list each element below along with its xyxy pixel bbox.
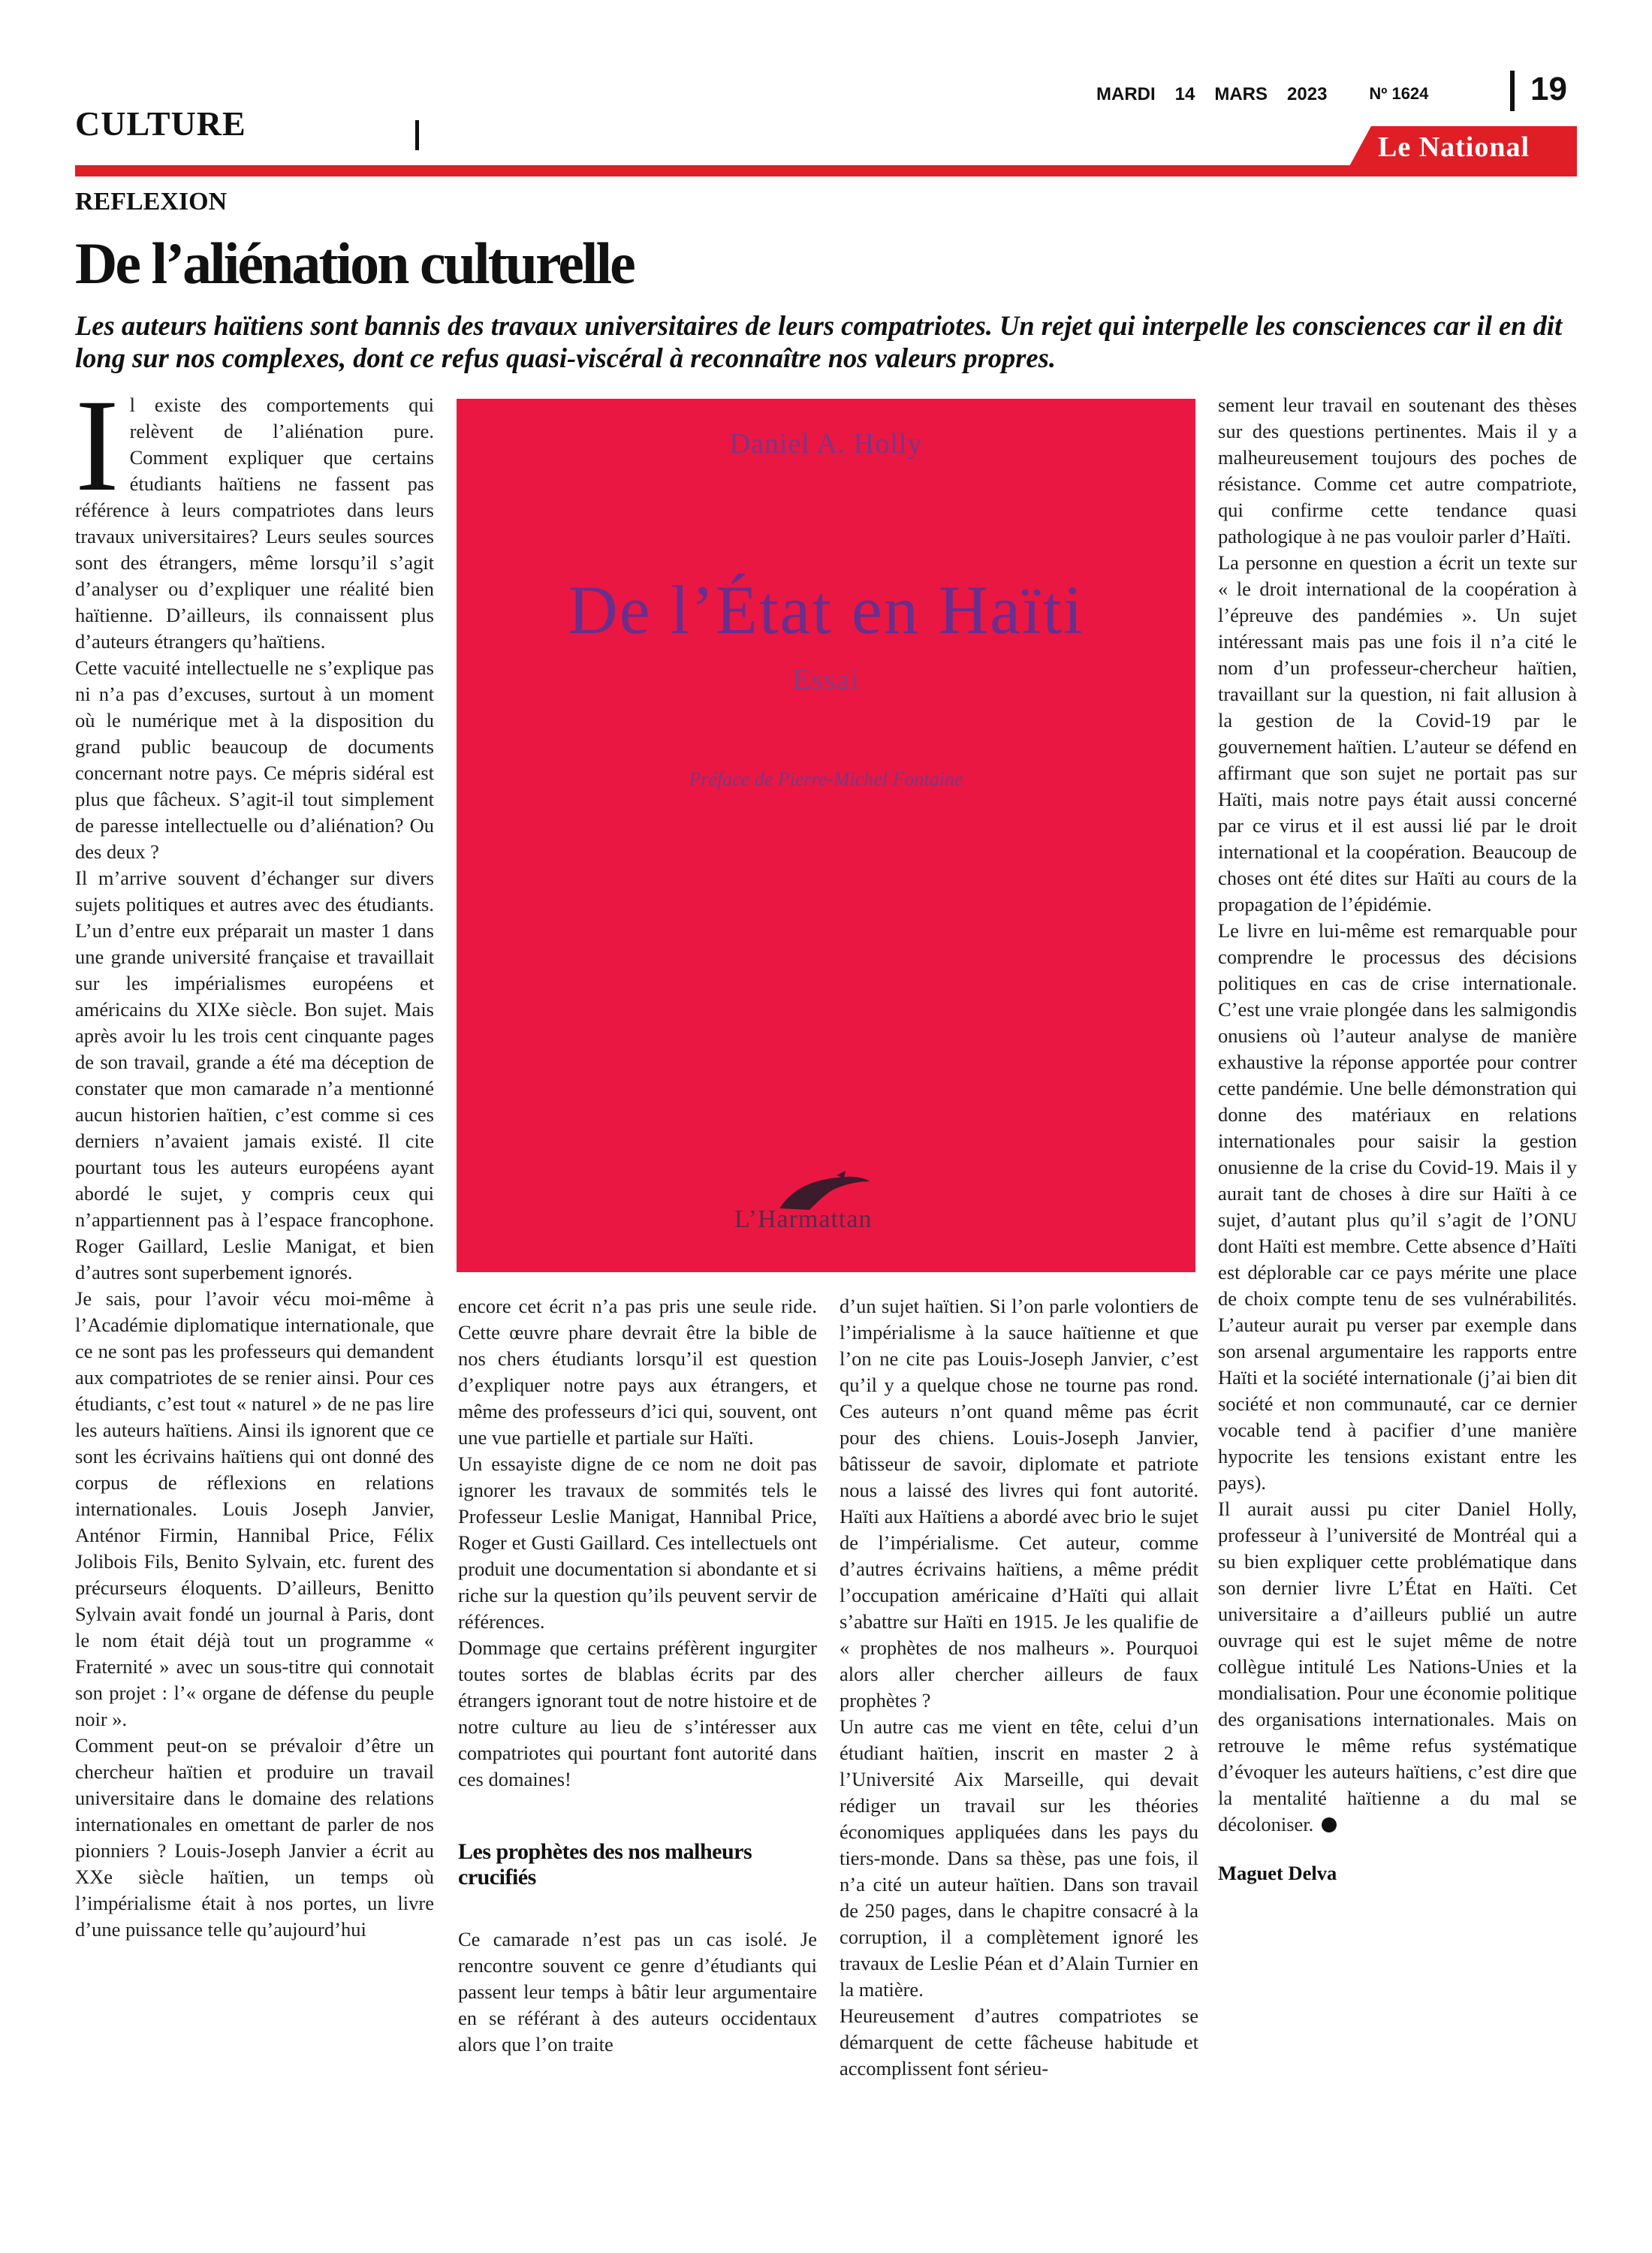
section-name: CULTURE bbox=[75, 104, 246, 143]
paragraph: sement leur travail en soutenant des thèses sur des questions pertinentes. Mais il y a malheureusement toujours des poches de résistance. Comme cet autre compatriote, qui confirme cette tendance quasi pathologique à ne pas vouloir parler d’Haïti. bbox=[1218, 394, 1577, 547]
paragraph: encore cet écrit n’a pas pris une seule ride. Cette œuvre phare devrait être la bible de nos chers étudiants lorsqu’il est question d’expliquer notre pays aux étrangers, et même des professeurs d’ici qui, souvent, ont une vue partielle et partiale sur Haïti. bbox=[458, 1295, 817, 1449]
paragraph: Je sais, pour l’avoir vécu moi-même à l’Académie diplomatique internationale, que ce ne sont pas les professeurs qui demandent aux compatriotes de se renier ainsi. Pour ces étudiants, c’est tout « naturel » de ne pas lire les auteurs haïtiens. Ainsi ils ignorent que ce sont les écrivains haïtiens qui ont donné des corpus de réflexions en relations internationales. Louis Joseph Janvier, Anténor Firmin, Hannibal Price, Félix Jolibois Fils, Benito Sylvain, etc. furent des précurseurs éloquents. D’ailleurs, Benitto Sylvain avait fondé un journal à Paris, dont le nom était déjà tout un programme « Fraternité » avec un sous-titre qui connotait son projet : l’« organe de défense du peuple noir ». bbox=[75, 1287, 434, 1730]
date-weekday: MARDI bbox=[1096, 84, 1156, 104]
dateline bbox=[1096, 84, 1498, 105]
paragraph: Il m’arrive souvent d’échanger sur divers sujets politiques et autres avec des étudiants. L’un d’entre eux préparait un master 1 dans une grande université française et travaillait sur les impérialismes européens et américains du XIXe siècle. Bon sujet. Mais après avoir lu les trois cent cinquante pages de son travail, grande a été ma déception de constater que mon camarade n’a mentionné aucun historien haïtien, c’est comme si ces derniers n’avaient jamais existé. Il cite pourtant tous les auteurs européens ayant abordé le sujet, y compris ceux qui n’appartiennent pas à l’espace francophone. Roger Gaillard, Leslie Manigat, et bien d’autres sont superbement ignorés. bbox=[75, 867, 434, 1283]
paragraph: La personne en question a écrit un texte sur « le droit international de la coopération à l’épreuve des pandémies ». Un sujet intéressant mais pas une fois il n’a cité le nom d’un professeur-chercheur haïtien, travaillant sur la question, ni fait allusion à la gestion de la Covid-19 par le gouvernement haïtien. L’auteur se défend en affirmant que son sujet ne portait pas sur Haïti, mais notre pays était aussi concerné par ce virus et il est aussi lié par le droit international et la coopération. Beaucoup de choses ont été dites sur Haïti au cours de la propagation de l’épidémie. bbox=[1218, 551, 1577, 915]
page-number: 19 bbox=[1530, 71, 1567, 107]
section-divider bbox=[415, 120, 419, 150]
date-year: 2023 bbox=[1287, 84, 1328, 104]
drop-cap: I bbox=[75, 372, 119, 519]
article-column-1 bbox=[75, 372, 434, 1943]
publication-name: Le National bbox=[1378, 131, 1530, 163]
paragraph: d’un sujet haïtien. Si l’on parle volontiers de l’impérialisme à la sauce haïtienne et que l’on ne cite pas Louis-Joseph Janvier, c’est qu’il y a quelque chose ne tourne pas rond. Ces auteurs n’ont quand même pas écrit pour des chiens. Louis-Joseph Janvier, bâtisseur de savoir, diplomate et patriote nous a laissé des livres qui font autorité. Haïti aux Haïtiens a abordé avec brio le sujet de l’impérialisme. Cet auteur, comme d’autres écrivains haïtiens, a même prédit l’occupation américaine d’Haïti qui allait s’abattre sur Haïti en 1915. Je les qualifie de « prophètes de nos malheurs ». Pourquoi alors aller chercher ailleurs de faux prophètes ? bbox=[840, 1295, 1198, 1712]
paragraph: Un essayiste digne de ce nom ne doit pas ignorer les travaux de sommités tels le Professeur Leslie Manigat, Hannibal Price, Roger et Gusti Gaillard. Ces intellectuels ont produit une documentation si abondante et si riche sur la question qu’ils peuvent servir de références. bbox=[458, 1452, 817, 1633]
article-column-2 bbox=[458, 1293, 817, 2058]
book-preface: Préface de Pierre-Michel Fontaine bbox=[689, 768, 963, 790]
article-subheading: Les prophètes des nos malheurs crucifiés bbox=[458, 1839, 752, 1890]
paragraph: Cette vacuité intellectuelle ne s’explique pas ni n’a pas d’excuses, surtout à un moment où le numérique met à la disposition du grand public beaucoup de documents concernant notre pays. Ce mépris sidéral est plus que fâcheux. S’agit-il tout simplement de paresse intellectuelle ou d’aliénation? Ou des deux ? bbox=[75, 656, 434, 863]
paragraph: Il aurait aussi pu citer Daniel Holly, professeur à l’université de Montréal qui a su bien expliquer cette problématique dans son dernier livre L’État en Haïti. Cet universitaire a d’ailleurs publié un autre ouvrage qui est le sujet même de notre collègue intitulé Les Nations-Unies et la mondialisation. Pour une économie politique des organisations internationales. Mais on retrouve le même refus systématique d’évoquer les auteurs haïtiens, c’est dire que la mentalité haïtienne a du mal se décoloniser. bbox=[1218, 1497, 1577, 1835]
paragraph: Un autre cas me vient en tête, celui d’un étudiant haïtien, inscrit en master 2 à l’Université Aix Marseille, qui devait rédiger un travail sur les théories économiques appliquées dans les pays du tiers-monde. Dans sa thèse, pas une fois, il n’a cité un auteur haïtien. Dans son travail de 250 pages, dans le chapitre consacré à la corruption, il a complètement ignoré les travaux de Leslie Péan et d’Alain Turnier en la matière. bbox=[840, 1715, 1198, 2001]
article-column-4 bbox=[1218, 392, 1577, 1887]
paragraph: Dommage que certains préfèrent ingurgiter toutes sortes de blablas écrits par des étrangers ignorant tout de notre histoire et de notre culture au lieu de s’intéresser aux compatriotes qui pourtant font autorité dans ces domaines! bbox=[458, 1636, 817, 1790]
end-of-article-icon bbox=[1322, 1817, 1337, 1832]
paragraph: Comment peut-on se prévaloir d’être un chercheur haïtien et produire un travail universitaire dans le domaine des relations internationales en omettant de parler de nos pionniers ? Louis-Joseph Janvier a écrit au XXe siècle haïtien, un temps où l’impérialisme était à nos portes, un livre d’une puissance telle qu’aujourd’hui bbox=[75, 1734, 434, 1941]
article-standfirst: Les auteurs haïtiens sont bannis des travaux universitaires de leurs compatriotes. Un rejet qui interpelle les consciences car il en dit long sur nos complexes, dont ce refus quasi-viscéral à reconnaître nos valeurs propres. bbox=[75, 310, 1563, 373]
book-cover-image bbox=[457, 399, 1195, 1272]
book-publisher: L’Harmattan bbox=[734, 1205, 873, 1233]
author-byline: Maguet Delva bbox=[1218, 1862, 1337, 1884]
book-title: De l’État en Haïti bbox=[568, 572, 1084, 648]
paragraph: Il existe des comportements qui relèvent de l’aliénation pure. Comment expliquer que certains étudiants haïtiens ne fassent pas référence à leurs compatriotes dans leurs travaux universitaires? Leurs seules sources sont des étrangers, même lorsqu’il s’agit d’analyser ou d’expliquer une réalité bien haïtienne. D’ailleurs, ils connaissent plus d’auteurs étrangers qu’haïtiens. bbox=[75, 372, 434, 653]
article-column-3 bbox=[840, 1293, 1198, 2082]
article-kicker: REFLEXION bbox=[75, 188, 228, 216]
article-headline: De l’aliénation culturelle bbox=[75, 231, 634, 296]
book-author: Daniel A. Holly bbox=[729, 428, 923, 460]
paragraph: Le livre en lui-même est remarquable pour comprendre le processus des décisions politiques en cas de crise internationale. C’est une vraie plongée dans les salmigondis onusiens où l’auteur analyse de manière exhaustive la réponse apportée pour contrer cette pandémie. Une belle démonstration qui donne des matériaux en relations internationales pour saisir la gestion onusienne de la crise du Covid-19. Mais il y aurait tant de choses à dire sur Haïti à ce sujet, d’autant plus qu’il s’agit de l’ONU dont Haïti est membre. Cette absence d’Haïti est déplorable car ce pays mérite une place de choix compte tenu de ses vulnérabilités. L’auteur aurait pu verser par exemple dans son arsenal argumentaire les rapports entre Haïti et la société internationale (j’ai bien dit société et non communauté, car ce dernier vocable tend à pacifier d’une manière hypocrite les tensions existant entre les pays). bbox=[1218, 919, 1577, 1494]
book-genre: Essai bbox=[792, 662, 860, 696]
paragraph: Heureusement d’autres compatriotes se démarquent de cette fâcheuse habitude et accomplissent font sérieu- bbox=[840, 2004, 1198, 2080]
date-day: 14 bbox=[1174, 84, 1195, 104]
paragraph: Ce camarade n’est pas un cas isolé. Je rencontre souvent ce genre d’étudiants qui passent leur temps à bâtir leur argumentaire en se référant à des auteurs occidentaux alors que l’on traite bbox=[458, 1928, 817, 2055]
issue-number: Nº 1624 bbox=[1369, 84, 1429, 103]
page-number-divider bbox=[1510, 71, 1515, 111]
date-month: MARS bbox=[1214, 84, 1268, 104]
